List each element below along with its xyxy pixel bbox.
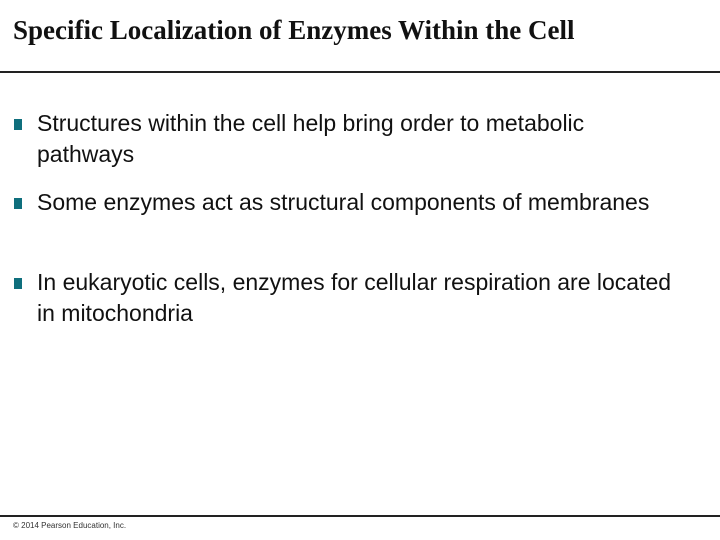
bullet-item	[14, 187, 674, 218]
bullet-text: In eukaryotic cells, enzymes for cellular respiration are located in mitochondria	[37, 269, 672, 326]
bullet-text: Some enzymes act as structural components of membranes	[37, 189, 650, 215]
copyright-footer: © 2014 Pearson Education, Inc.	[13, 521, 127, 530]
title-divider	[0, 71, 720, 73]
footer-divider	[0, 515, 720, 517]
square-bullet-icon	[14, 198, 22, 209]
square-bullet-icon	[14, 119, 22, 130]
bullet-item	[14, 267, 674, 329]
slide-title: Specific Localization of Enzymes Within the Cell	[13, 15, 575, 45]
bullet-item	[14, 108, 674, 170]
square-bullet-icon	[14, 278, 22, 289]
bullet-text: Structures within the cell help bring order to metabolic pathways	[37, 110, 585, 167]
